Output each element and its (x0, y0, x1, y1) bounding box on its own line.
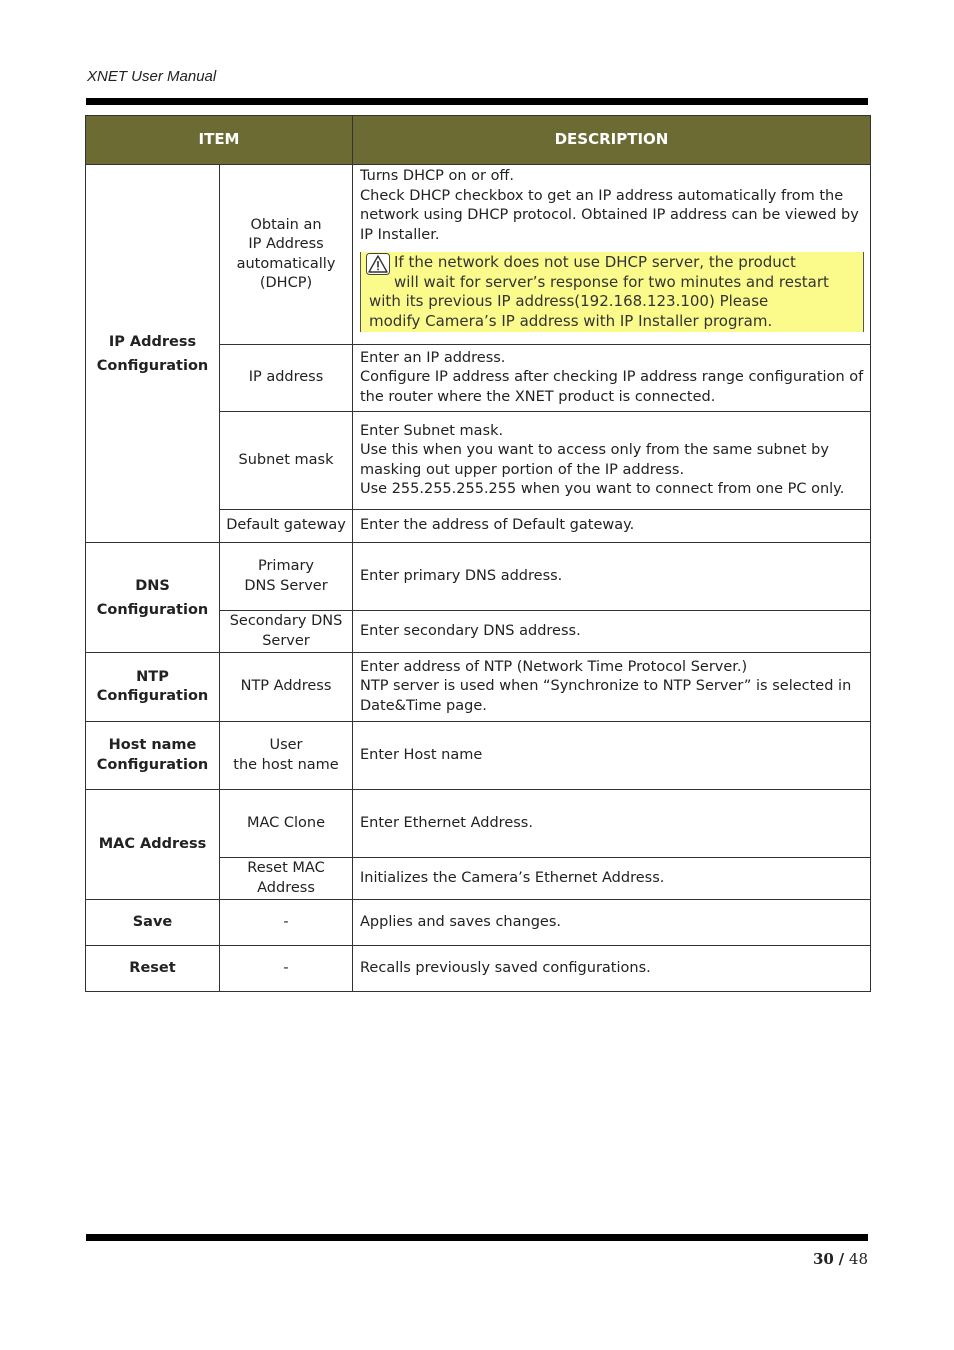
description-subnet-mask: Enter Subnet mask. Use this when you want to access only from the same subnet by masking out upper portion of the IP address. Use 255.255.255.255 when you want to connect from one PC only. (353, 412, 871, 510)
table-header-row (86, 116, 871, 165)
subitem-dhcp: Obtain an IP Address automatically (DHCP) (220, 165, 353, 345)
subitem-subnet-mask: Subnet mask (220, 412, 353, 510)
item-mac-address: MAC Address (86, 790, 220, 900)
description-ntp-address: Enter address of NTP (Network Time Protocol Server.) NTP server is used when “Synchronize to NTP Server” is selected in Date&Time page. (353, 653, 871, 722)
subitem-ip-address: IP address (220, 345, 353, 412)
settings-table (85, 115, 871, 992)
item-ntp-configuration: NTP Configuration (86, 653, 220, 722)
page-separator: / (838, 1250, 845, 1268)
subitem-ntp-address: NTP Address (220, 653, 353, 722)
item-ip-address-configuration: IP Address Configuration (86, 165, 220, 543)
header-rule (86, 98, 868, 105)
description-secondary-dns: Enter secondary DNS address. (353, 611, 871, 653)
description-save: Applies and saves changes. (353, 900, 871, 946)
page-number (813, 1250, 868, 1268)
table-row (86, 543, 871, 611)
item-reset: Reset (86, 946, 220, 992)
description-mac-clone: Enter Ethernet Address. (353, 790, 871, 858)
item-save: Save (86, 900, 220, 946)
description-reset-mac: Initializes the Camera’s Ethernet Address. (353, 858, 871, 900)
table-row (86, 722, 871, 790)
item-host-name-configuration: Host name Configuration (86, 722, 220, 790)
subitem-primary-dns: Primary DNS Server (220, 543, 353, 611)
table-row (86, 900, 871, 946)
subitem-save: - (220, 900, 353, 946)
footer-rule (86, 1234, 868, 1241)
description-ip-address: Enter an IP address. Configure IP address after checking IP address range configuration of the router where the XNET product is connected. (353, 345, 871, 412)
page-total: 48 (848, 1250, 868, 1268)
description-host-name: Enter Host name (353, 722, 871, 790)
dhcp-warning-note: If the network does not use DHCP server, the product will wait for server’s response for two minutes and restart with its previous IP address(192.168.123.100) Please modify Camera’s IP address with IP Installer program. (360, 252, 864, 332)
subitem-reset: - (220, 946, 353, 992)
description-dhcp: Turns DHCP on or off. Check DHCP checkbox to get an IP address automatically from the network using DHCP protocol. Obtained IP address can be viewed by IP Installer. If the network does not use DHCP server, the product will wait for server’s response for two minutes and restart with its previous IP address(192.168.123.100) Please modify Camera’s IP address with IP Installer program. (353, 165, 871, 345)
subitem-host-name: User the host name (220, 722, 353, 790)
description-reset: Recalls previously saved configurations. (353, 946, 871, 992)
page-current: 30 (812, 1250, 834, 1268)
column-header-description: DESCRIPTION (353, 116, 871, 165)
table-row (86, 653, 871, 722)
item-dns-configuration: DNS Configuration (86, 543, 220, 653)
warning-triangle-icon (366, 253, 390, 275)
subitem-mac-clone: MAC Clone (220, 790, 353, 858)
table-row (86, 946, 871, 992)
table-row (86, 165, 871, 345)
running-title: XNET User Manual (87, 68, 217, 85)
subitem-reset-mac: Reset MAC Address (220, 858, 353, 900)
table-row (86, 790, 871, 858)
description-primary-dns: Enter primary DNS address. (353, 543, 871, 611)
description-default-gateway: Enter the address of Default gateway. (353, 510, 871, 543)
subitem-default-gateway: Default gateway (220, 510, 353, 543)
column-header-item: ITEM (86, 116, 353, 165)
subitem-secondary-dns: Secondary DNS Server (220, 611, 353, 653)
